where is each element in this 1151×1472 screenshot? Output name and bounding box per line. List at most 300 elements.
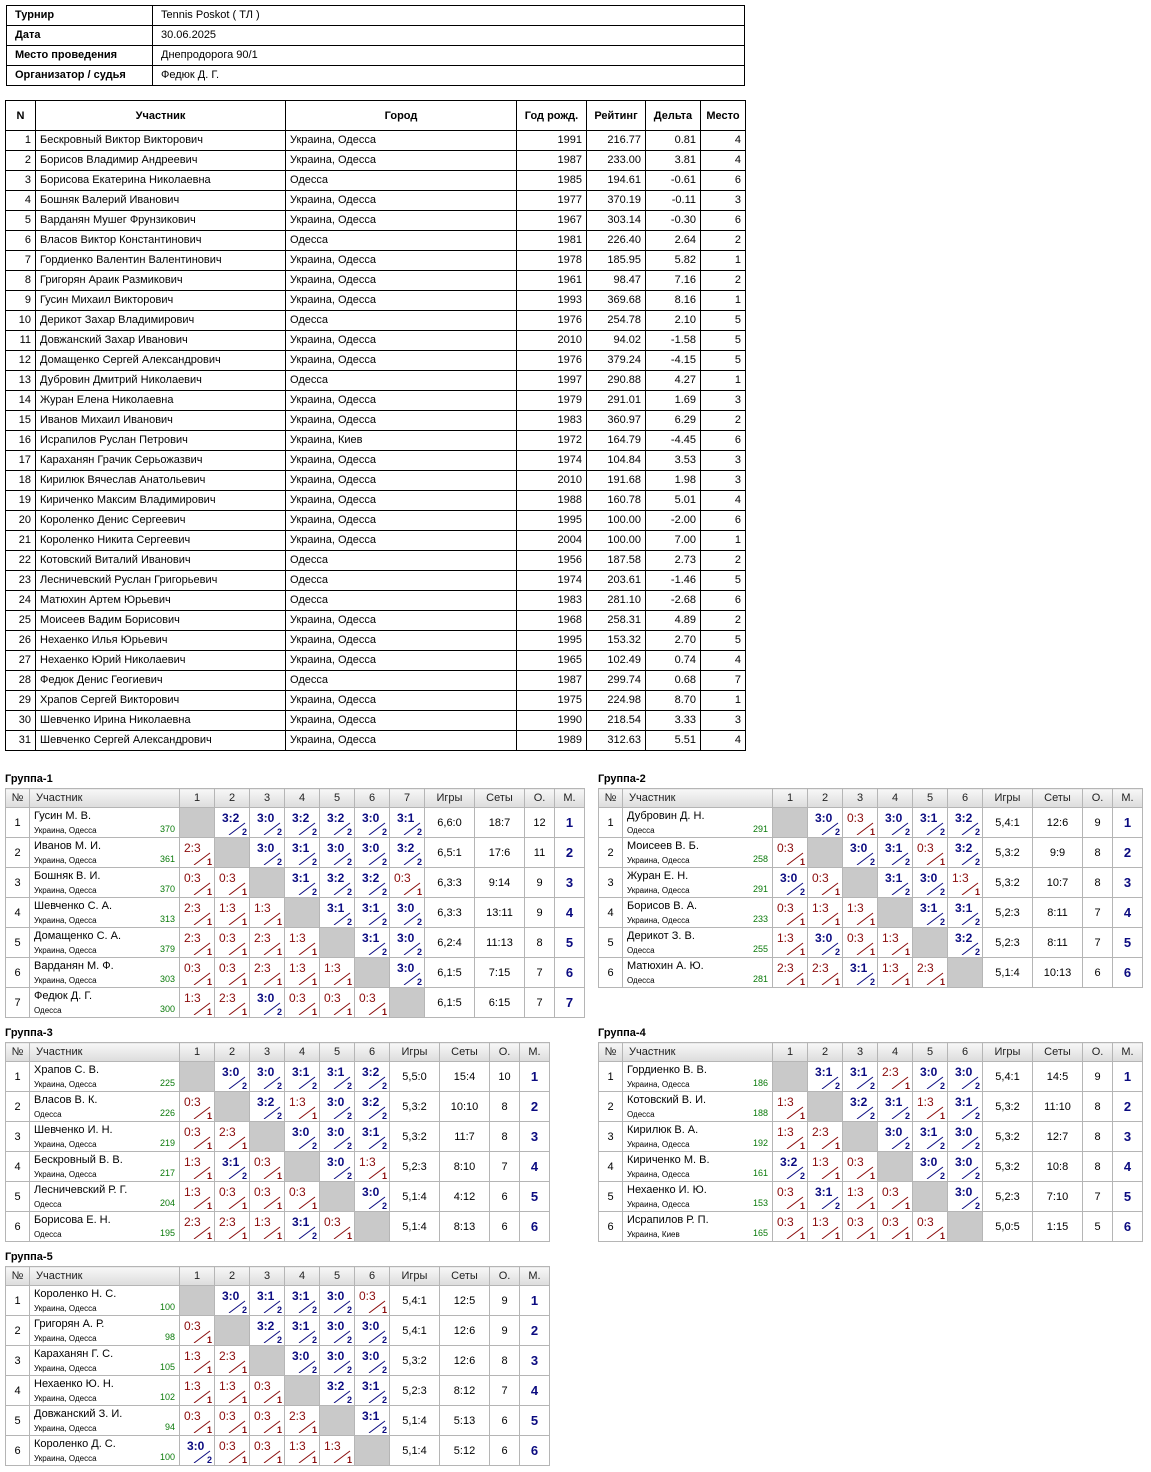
- group-points: 7: [490, 1152, 520, 1182]
- group-points: 7: [1083, 898, 1113, 928]
- row-delta: 6.29: [646, 411, 701, 431]
- match-points: 1: [381, 1007, 387, 1017]
- group-row: [599, 1182, 1143, 1212]
- score-value: 1:3: [777, 1095, 794, 1109]
- score-value: 3:2: [850, 1095, 868, 1109]
- score-cell: [878, 958, 913, 988]
- score-value: 0:3: [254, 1409, 271, 1423]
- place-value: 4: [565, 905, 574, 920]
- row-name: Короленко Никита Сергеевич: [36, 531, 286, 551]
- row-city: Украина, Одесса: [286, 131, 517, 151]
- group-row-n: 5: [6, 1406, 30, 1436]
- score-value: 1:3: [184, 1155, 201, 1169]
- group-row: [6, 1122, 550, 1152]
- group-games: 6,6:0: [425, 808, 475, 838]
- score-value: 3:0: [920, 871, 938, 885]
- group-place: [1113, 838, 1143, 868]
- player-name: Исрапилов Р. П.: [627, 1214, 709, 1226]
- score-cell: [913, 898, 948, 928]
- row-city: Украина, Одесса: [286, 271, 517, 291]
- match-points: 1: [346, 1007, 352, 1017]
- group-place: [555, 988, 585, 1018]
- score-cell: [355, 1092, 390, 1122]
- group-sets: 10:10: [440, 1092, 490, 1122]
- row-n: 19: [6, 491, 36, 511]
- match-points: 2: [346, 1111, 352, 1121]
- player-cell: [623, 838, 773, 868]
- score-value: 3:0: [327, 1125, 345, 1139]
- row-born: 2010: [517, 471, 587, 491]
- score-value: 2:3: [184, 841, 201, 855]
- player-cell: [30, 1286, 180, 1316]
- score-value: 1:3: [219, 1379, 236, 1393]
- score-value: 1:3: [289, 1439, 306, 1453]
- group-place: [555, 868, 585, 898]
- gh-n: №: [6, 1043, 30, 1062]
- match-points: 1: [241, 1007, 247, 1017]
- group-place: [1113, 1092, 1143, 1122]
- group-sets: 10:13: [1033, 958, 1083, 988]
- group-block: [598, 1025, 1143, 1242]
- tournament-value: Tennis Poskot ( ТЛ ): [153, 6, 745, 26]
- row-born: 1983: [517, 411, 587, 431]
- score-cell: [355, 868, 390, 898]
- place-value: 1: [1123, 1069, 1132, 1084]
- score-cell: [808, 1152, 843, 1182]
- row-rating: 203.61: [587, 571, 646, 591]
- player-name: Довжанский З. И.: [34, 1408, 123, 1420]
- col-city: Город: [286, 101, 517, 131]
- self-cell: [355, 1212, 390, 1242]
- row-rating: 216.77: [587, 131, 646, 151]
- group-row-n: 1: [599, 808, 623, 838]
- group-sets: 10:8: [1033, 1152, 1083, 1182]
- match-points: 1: [206, 1141, 212, 1151]
- participant-row: [6, 671, 746, 691]
- row-name: Нехаенко Илья Юрьевич: [36, 631, 286, 651]
- score-value: 3:2: [362, 1065, 380, 1079]
- row-city: Украина, Одесса: [286, 511, 517, 531]
- row-city: Украина, Одесса: [286, 451, 517, 471]
- group-games: 5,4:1: [983, 808, 1033, 838]
- match-points: 2: [869, 1081, 875, 1091]
- player-cell: [30, 988, 180, 1018]
- participant-row: [6, 731, 746, 751]
- row-n: 7: [6, 251, 36, 271]
- row-born: 1995: [517, 511, 587, 531]
- row-delta: 5.01: [646, 491, 701, 511]
- score-cell: [180, 868, 215, 898]
- gh-opponent-5: 5: [320, 1043, 355, 1062]
- score-cell: [878, 868, 913, 898]
- match-points: 1: [206, 857, 212, 867]
- score-value: 3:0: [327, 841, 345, 855]
- match-points: 1: [206, 1171, 212, 1181]
- group-place: [1113, 808, 1143, 838]
- score-value: 3:0: [955, 1185, 973, 1199]
- group-place: [1113, 958, 1143, 988]
- score-value: 2:3: [219, 991, 236, 1005]
- match-points: 1: [904, 947, 910, 957]
- row-delta: 4.89: [646, 611, 701, 631]
- group-games: 5,3:2: [390, 1346, 440, 1376]
- score-value: 1:3: [777, 1125, 794, 1139]
- player-name: Караханян Г. С.: [34, 1348, 114, 1360]
- group-row-n: 1: [599, 1062, 623, 1092]
- group-points: 8: [490, 1122, 520, 1152]
- group-points: 6: [1083, 958, 1113, 988]
- score-cell: [773, 958, 808, 988]
- group-row-n: 4: [6, 898, 30, 928]
- place-value: 6: [1123, 965, 1132, 980]
- match-points: 2: [206, 1455, 212, 1465]
- gh-opponent-1: 1: [180, 1043, 215, 1062]
- group-row: [599, 838, 1143, 868]
- date-label: Дата: [7, 26, 153, 46]
- score-cell: [808, 958, 843, 988]
- group-sets: 8:10: [440, 1152, 490, 1182]
- place-value: 5: [530, 1413, 539, 1428]
- match-points: 1: [276, 1171, 282, 1181]
- row-rating: 187.58: [587, 551, 646, 571]
- place-value: 4: [530, 1383, 539, 1398]
- group-games: 5,1:4: [390, 1182, 440, 1212]
- player-city: Украина, Одесса: [627, 1200, 690, 1209]
- player-rating: 217: [159, 1168, 175, 1178]
- score-cell: [808, 808, 843, 838]
- group-row-n: 5: [599, 1182, 623, 1212]
- player-rating: 226: [159, 1108, 175, 1118]
- score-value: 3:2: [955, 811, 973, 825]
- gh-games: Игры: [983, 1043, 1033, 1062]
- match-points: 1: [346, 1455, 352, 1465]
- gh-points: О.: [490, 1267, 520, 1286]
- match-points: 2: [416, 827, 422, 837]
- match-points: 2: [974, 1201, 980, 1211]
- participant-row: [6, 511, 746, 531]
- self-cell: [180, 808, 215, 838]
- player-cell: [30, 1092, 180, 1122]
- row-place: 5: [701, 351, 746, 371]
- score-value: 2:3: [219, 1125, 236, 1139]
- player-city: Одесса: [34, 1006, 62, 1015]
- match-points: 2: [974, 827, 980, 837]
- row-born: 1981: [517, 231, 587, 251]
- row-delta: 1.98: [646, 471, 701, 491]
- score-value: 3:0: [815, 811, 833, 825]
- score-value: 3:2: [257, 1095, 275, 1109]
- row-rating: 303.14: [587, 211, 646, 231]
- match-points: 1: [206, 1231, 212, 1241]
- match-points: 1: [834, 1231, 840, 1241]
- score-value: 0:3: [777, 841, 794, 855]
- player-rating: 188: [752, 1108, 768, 1118]
- score-cell: [215, 898, 250, 928]
- row-n: 13: [6, 371, 36, 391]
- match-points: 1: [276, 947, 282, 957]
- player-city: Украина, Одесса: [34, 1080, 97, 1089]
- score-cell: [285, 1062, 320, 1092]
- group-place: [555, 958, 585, 988]
- match-points: 1: [276, 977, 282, 987]
- match-points: 1: [904, 1081, 910, 1091]
- score-cell: [355, 1062, 390, 1092]
- match-points: 2: [311, 1231, 317, 1241]
- player-cell: [30, 1436, 180, 1466]
- row-born: 1974: [517, 571, 587, 591]
- group-place: [555, 898, 585, 928]
- group-row-n: 6: [6, 958, 30, 988]
- score-value: 0:3: [184, 1095, 201, 1109]
- match-points: 1: [241, 1231, 247, 1241]
- group-points: 8: [525, 928, 555, 958]
- score-cell: [808, 1182, 843, 1212]
- score-value: 1:3: [812, 1215, 829, 1229]
- match-points: 2: [311, 857, 317, 867]
- score-cell: [913, 1062, 948, 1092]
- row-delta: 2.10: [646, 311, 701, 331]
- row-born: 1983: [517, 591, 587, 611]
- participant-row: [6, 531, 746, 551]
- row-delta: -2.68: [646, 591, 701, 611]
- group-points: 7: [1083, 1182, 1113, 1212]
- score-cell: [390, 928, 425, 958]
- score-cell: [390, 838, 425, 868]
- group-sets: 11:13: [475, 928, 525, 958]
- player-rating: 281: [752, 974, 768, 984]
- score-value: 1:3: [184, 1349, 201, 1363]
- score-value: 3:1: [362, 1379, 380, 1393]
- gh-points: О.: [525, 789, 555, 808]
- score-cell: [250, 928, 285, 958]
- score-cell: [250, 1316, 285, 1346]
- player-city: Украина, Одесса: [627, 1080, 690, 1089]
- match-points: 1: [869, 947, 875, 957]
- score-cell: [773, 1122, 808, 1152]
- score-value: 2:3: [219, 1215, 236, 1229]
- row-n: 4: [6, 191, 36, 211]
- group-row-n: 3: [599, 868, 623, 898]
- match-points: 1: [799, 1231, 805, 1241]
- player-rating: 153: [752, 1198, 768, 1208]
- gh-place: М.: [1113, 1043, 1143, 1062]
- group-row-n: 4: [599, 898, 623, 928]
- row-n: 14: [6, 391, 36, 411]
- player-city: Одесса: [34, 1200, 62, 1209]
- score-cell: [948, 1092, 983, 1122]
- gh-opponent-1: 1: [180, 789, 215, 808]
- match-points: 1: [241, 947, 247, 957]
- group-place: [1113, 1152, 1143, 1182]
- self-cell: [320, 1182, 355, 1212]
- row-name: Борисова Екатерина Николаевна: [36, 171, 286, 191]
- place-value: 4: [1123, 905, 1132, 920]
- group-games: 5,3:2: [390, 1092, 440, 1122]
- group-games: 5,3:2: [983, 1092, 1033, 1122]
- score-cell: [878, 1062, 913, 1092]
- row-delta: -0.11: [646, 191, 701, 211]
- organizer-value: Федюк Д. Г.: [153, 66, 745, 86]
- gh-points: О.: [1083, 789, 1113, 808]
- row-city: Одесса: [286, 311, 517, 331]
- participants-table: [5, 100, 746, 751]
- group-row: [6, 1316, 550, 1346]
- row-born: 1976: [517, 351, 587, 371]
- group-title: Группа-5: [5, 1251, 53, 1263]
- match-points: 1: [939, 1111, 945, 1121]
- score-value: 1:3: [917, 1095, 934, 1109]
- row-place: 1: [701, 251, 746, 271]
- place-value: 6: [530, 1443, 539, 1458]
- score-cell: [215, 808, 250, 838]
- player-rating: 291: [752, 824, 768, 834]
- score-value: 3:1: [955, 901, 973, 915]
- group-points: 9: [1083, 1062, 1113, 1092]
- gh-n: №: [599, 1043, 623, 1062]
- row-place: 6: [701, 591, 746, 611]
- match-points: 2: [276, 857, 282, 867]
- row-name: Шевченко Ирина Николаевна: [36, 711, 286, 731]
- score-value: 3:1: [885, 841, 903, 855]
- row-n: 26: [6, 631, 36, 651]
- match-points: 1: [904, 1231, 910, 1241]
- match-points: 1: [206, 1335, 212, 1345]
- place-value: 5: [530, 1189, 539, 1204]
- player-rating: 100: [159, 1302, 175, 1312]
- match-points: 1: [241, 887, 247, 897]
- player-city: Украина, Одесса: [34, 886, 97, 895]
- row-city: Одесса: [286, 171, 517, 191]
- group-row: [6, 1406, 550, 1436]
- row-rating: 100.00: [587, 511, 646, 531]
- self-cell: [390, 988, 425, 1018]
- match-points: 1: [241, 1425, 247, 1435]
- match-points: 1: [241, 917, 247, 927]
- group-place: [520, 1152, 550, 1182]
- row-rating: 370.19: [587, 191, 646, 211]
- row-n: 27: [6, 651, 36, 671]
- match-points: 1: [381, 1171, 387, 1181]
- player-name: Григорян А. Р.: [34, 1318, 105, 1330]
- score-value: 3:1: [850, 1065, 868, 1079]
- player-rating: 192: [752, 1138, 768, 1148]
- participant-row: [6, 231, 746, 251]
- gh-opponent-4: 4: [285, 1267, 320, 1286]
- participant-row: [6, 571, 746, 591]
- group-row-n: 3: [6, 1346, 30, 1376]
- score-value: 2:3: [812, 961, 829, 975]
- group-games: 6,1:5: [425, 958, 475, 988]
- score-cell: [355, 1182, 390, 1212]
- score-value: 0:3: [847, 931, 864, 945]
- score-cell: [773, 898, 808, 928]
- player-name: Власов В. К.: [34, 1094, 98, 1106]
- score-value: 0:3: [777, 901, 794, 915]
- match-points: 2: [416, 977, 422, 987]
- row-city: Украина, Одесса: [286, 411, 517, 431]
- row-rating: 291.01: [587, 391, 646, 411]
- score-cell: [843, 838, 878, 868]
- group-row: [6, 868, 585, 898]
- player-rating: 219: [159, 1138, 175, 1148]
- score-value: 3:0: [327, 1319, 345, 1333]
- score-cell: [390, 898, 425, 928]
- player-cell: [30, 1152, 180, 1182]
- score-cell: [808, 868, 843, 898]
- row-place: 3: [701, 711, 746, 731]
- gh-opponent-6: 6: [355, 1043, 390, 1062]
- row-place: 6: [701, 511, 746, 531]
- gh-opponent-5: 5: [913, 789, 948, 808]
- group-row: [6, 898, 585, 928]
- score-cell: [355, 928, 390, 958]
- score-cell: [285, 1406, 320, 1436]
- score-cell: [913, 958, 948, 988]
- group-points: 9: [1083, 808, 1113, 838]
- group-title: Группа-3: [5, 1027, 53, 1039]
- match-points: 2: [346, 1335, 352, 1345]
- match-points: 1: [834, 977, 840, 987]
- place-value: 1: [1123, 815, 1132, 830]
- score-value: 0:3: [917, 841, 934, 855]
- group-row: [599, 868, 1143, 898]
- score-cell: [180, 1152, 215, 1182]
- score-value: 0:3: [254, 1439, 271, 1453]
- group-games: 5,2:3: [983, 1182, 1033, 1212]
- row-city: Украина, Одесса: [286, 631, 517, 651]
- gh-opponent-1: 1: [773, 789, 808, 808]
- row-delta: 5.51: [646, 731, 701, 751]
- player-cell: [30, 1182, 180, 1212]
- group-row-n: 4: [599, 1152, 623, 1182]
- score-cell: [250, 838, 285, 868]
- gh-opponent-6: 6: [948, 789, 983, 808]
- group-sets: 8:12: [440, 1376, 490, 1406]
- match-points: 2: [346, 827, 352, 837]
- player-city: Украина, Киев: [627, 1230, 680, 1239]
- group-sets: 12:7: [1033, 1122, 1083, 1152]
- row-delta: -1.58: [646, 331, 701, 351]
- match-points: 2: [904, 827, 910, 837]
- gh-place: М.: [520, 1043, 550, 1062]
- match-points: 2: [939, 827, 945, 837]
- place-value: 5: [565, 935, 574, 950]
- score-cell: [285, 868, 320, 898]
- player-city: Украина, Одесса: [34, 1364, 97, 1373]
- player-name: Нехаенко И. Ю.: [627, 1184, 707, 1196]
- score-value: 0:3: [219, 1409, 236, 1423]
- score-value: 0:3: [254, 1155, 271, 1169]
- match-points: 1: [799, 1141, 805, 1151]
- score-cell: [215, 1122, 250, 1152]
- row-delta: 0.74: [646, 651, 701, 671]
- score-value: 3:1: [257, 1289, 275, 1303]
- row-name: Варданян Мушег Фрунзикович: [36, 211, 286, 231]
- row-name: Моисеев Вадим Борисович: [36, 611, 286, 631]
- score-cell: [948, 868, 983, 898]
- score-cell: [215, 928, 250, 958]
- row-city: Украина, Одесса: [286, 491, 517, 511]
- self-cell: [843, 1122, 878, 1152]
- match-points: 1: [416, 887, 422, 897]
- self-cell: [215, 838, 250, 868]
- row-city: Украина, Одесса: [286, 351, 517, 371]
- row-n: 6: [6, 231, 36, 251]
- self-cell: [215, 1092, 250, 1122]
- group-block: [598, 771, 1143, 988]
- player-name: Кириченко М. В.: [627, 1154, 710, 1166]
- score-value: 3:1: [292, 1319, 310, 1333]
